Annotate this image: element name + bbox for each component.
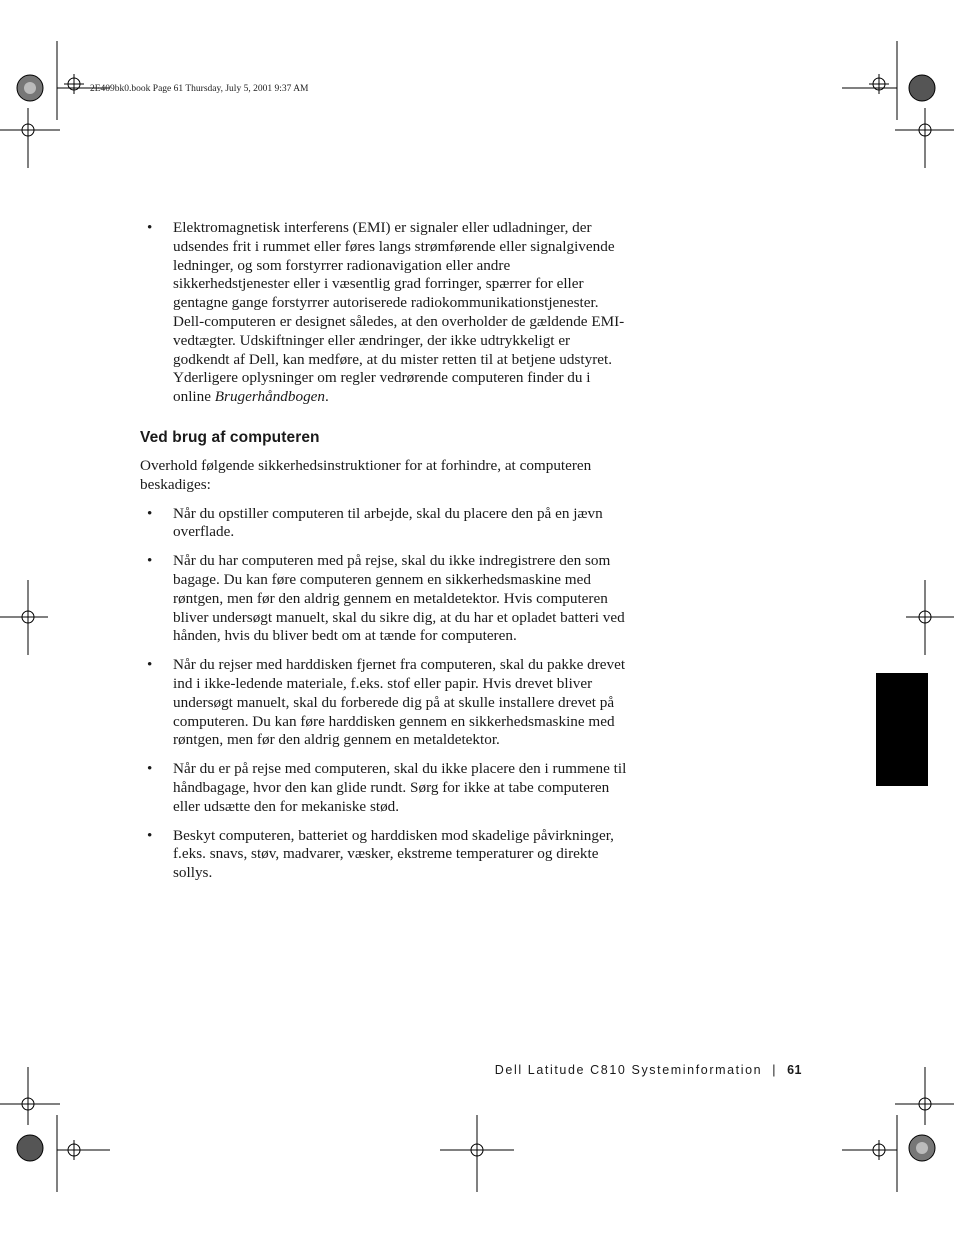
list-item: • Beskyt computeren, batteriet og harddisken mod skadelige påvirkninger, f.eks. snavs, støv, madvarer, væsker, ekstreme temperaturer og direkte sollys.: [140, 827, 630, 883]
list-item: • Når du er på rejse med computeren, skal du ikke placere den i rummene til håndbagage, hvor den kan glide rundt. Sørg for ikke at tabe computeren eller udsætte den for mekaniske stød.: [140, 760, 630, 816]
section-intro: Overhold følgende sikkerhedsinstruktioner for at forhindre, at computeren beskadiges:: [140, 456, 592, 493]
list-item: • Når du rejser med harddisken fjernet fra computeren, skal du pakke drevet ind i ikke-ledende materiale, f.eks. stof eller papir. Hvis drevet bliver undersøgt manuelt, skal du forberede dig på at skulle installere drevet på computeren. Du kan føre harddisken gennem en sikkerhedsmaskine med røntgen, men før den aldrig gennem en metaldetektor.: [140, 656, 630, 750]
list-item: • Når du opstiller computeren til arbejde, skal du placere den på en jævn overflade.: [140, 505, 630, 543]
print-slug: 2E409bk0.book Page 61 Thursday, July 5, 2001 9:37 AM: [90, 84, 309, 94]
page-footer: [495, 1063, 802, 1077]
page-content: [140, 219, 630, 893]
page-number: 61: [787, 1063, 802, 1077]
manual-title: Brugerhåndbogen: [214, 388, 326, 406]
chapter-tab: [876, 673, 928, 786]
list-item: • Når du har computeren med på rejse, skal du ikke indregistrere den som bagage. Du kan føre computeren gennem en sikkerhedsmaskine med røntgen, men før den aldrig gennem en metaldetektor. Hvis computeren bliver undersøgt manuelt, skal du sikre dig, at du har et opladet batteri ved hånden, hvis du bliver bedt om at tænde for computeren.: [140, 552, 630, 646]
list-item: • Elektromagnetisk interferens (EMI) er signaler eller udladninger, der udsendes frit i rummet eller føres langs strømførende eller signalgivende ledninger, og som forstyrrer radionavigation eller andre sikkerhedstjenester eller i væsentlig grad forringer, spærrer for eller gentagne gange forstyrrer autoriserede radiokommunikationstjenester. Dell-computeren er designet således, at den overholder de gældende EMI-vedtægter. Udskiftninger eller ændringer, der ikke udtrykkeligt er godkendt af Dell, kan medføre, at du mister retten til at betjene udstyret. Yderligere oplysninger om regler vedrørende computeren finder du i online Brugerhåndbogen.: [140, 219, 630, 407]
section-heading: Ved brug af computeren: [140, 428, 320, 446]
emi-list: [140, 219, 630, 407]
footer-title: Dell Latitude C810 Systeminformation: [494, 1063, 763, 1077]
safety-list: [140, 505, 630, 883]
footer-separator: |: [772, 1063, 778, 1077]
